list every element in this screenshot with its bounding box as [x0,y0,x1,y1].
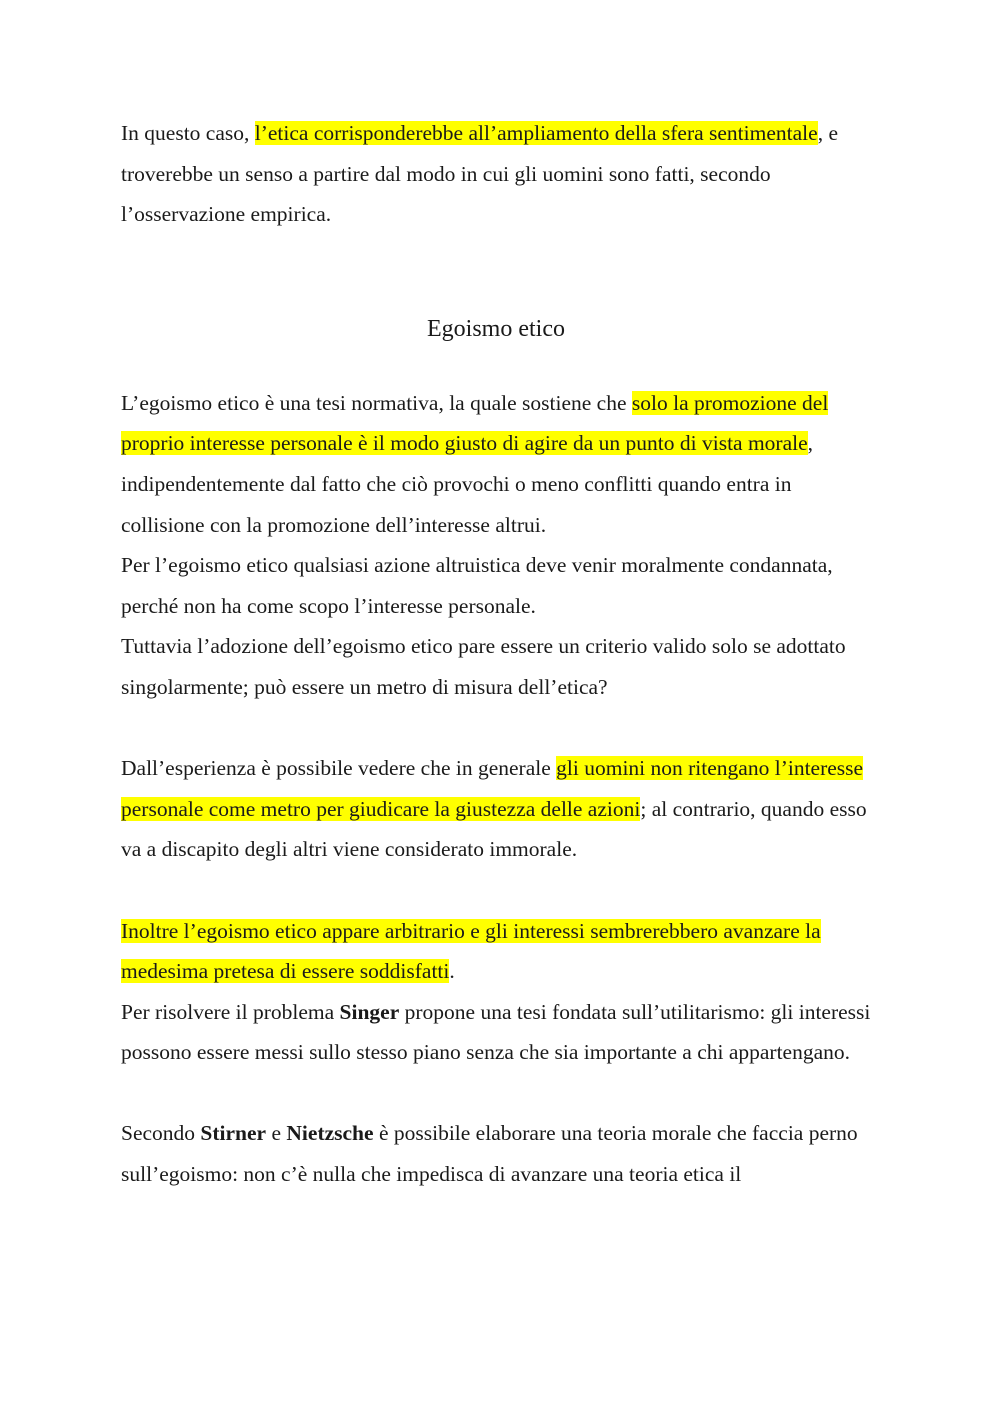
section-heading: Egoismo etico [427,315,565,342]
paragraph-6 [121,992,871,1073]
highlight-p1: solo la promozione del proprio interesse personale è il modo giusto di agire da un punto di vista morale [121,390,829,456]
p4-text-end: ; al contrario, quando esso va a discapito degli altri viene considerato immorale. [121,796,867,862]
intro-text-start: In questo caso, [121,121,255,145]
p1-text-end: , indipendentemente dal fatto che ciò provochi o meno conflitti quando entra in collisione con la promozione dell’interesse altrui. [121,431,814,537]
paragraph-3: Tuttavia l’adozione dell’egoismo etico pare essere un criterio valido solo se adottato singolarmente; può essere un metro di misura dell’etica? [121,634,846,699]
paragraph-7 [121,1113,871,1194]
intro-paragraph [121,113,871,235]
bold-nietzsche: Nietzsche [286,1121,374,1146]
p1-text-start: L’egoismo etico è una tesi normativa, la quale sostiene che [121,390,632,415]
highlight-p4: gli uomini non ritengano l’interesse personale come metro per giudicare la giustezza delle azioni [121,756,864,821]
document-page [121,113,871,1195]
paragraph-4 [121,748,871,870]
intro-text-end: , e troverebbe un senso a partire dal modo in cui gli uomini sono fatti, secondo l’osservazione empirica. [121,121,838,227]
bold-singer: Singer [339,999,400,1024]
paragraph-5 [121,911,871,992]
highlight-p5: Inoltre l’egoismo etico appare arbitrario e gli interessi sembrerebbero avanzare la medesima pretesa di essere soddisfatti [121,918,821,984]
p6-text-start: Per risolvere il problema [121,999,340,1024]
highlight-intro: l’etica corrisponderebbe all’ampliamento della sfera sentimentale [254,121,818,145]
paragraph-2: Per l’egoismo etico qualsiasi azione altruistica deve venir moralmente condannata, perché non ha come scopo l’interesse personale. [121,553,833,618]
p5-text-end: . [449,959,455,984]
p4-text-start: Dall’esperienza è possibile vedere che in generale [121,756,557,781]
p7-text-mid: e [266,1121,287,1146]
p7-text-end: è possibile elaborare una teoria morale che faccia perno sull’egoismo: non c’è nulla che impedisca di avanzare una teoria etica il [121,1121,858,1187]
bold-stirner: Stirner [200,1121,267,1146]
paragraph-1 [121,383,871,545]
p6-text-end: propone una tesi fondata sull’utilitarismo: gli interessi possono essere messi sullo stesso piano senza che sia importante a chi appartengano. [121,999,871,1065]
p7-text-start: Secondo [121,1121,201,1146]
